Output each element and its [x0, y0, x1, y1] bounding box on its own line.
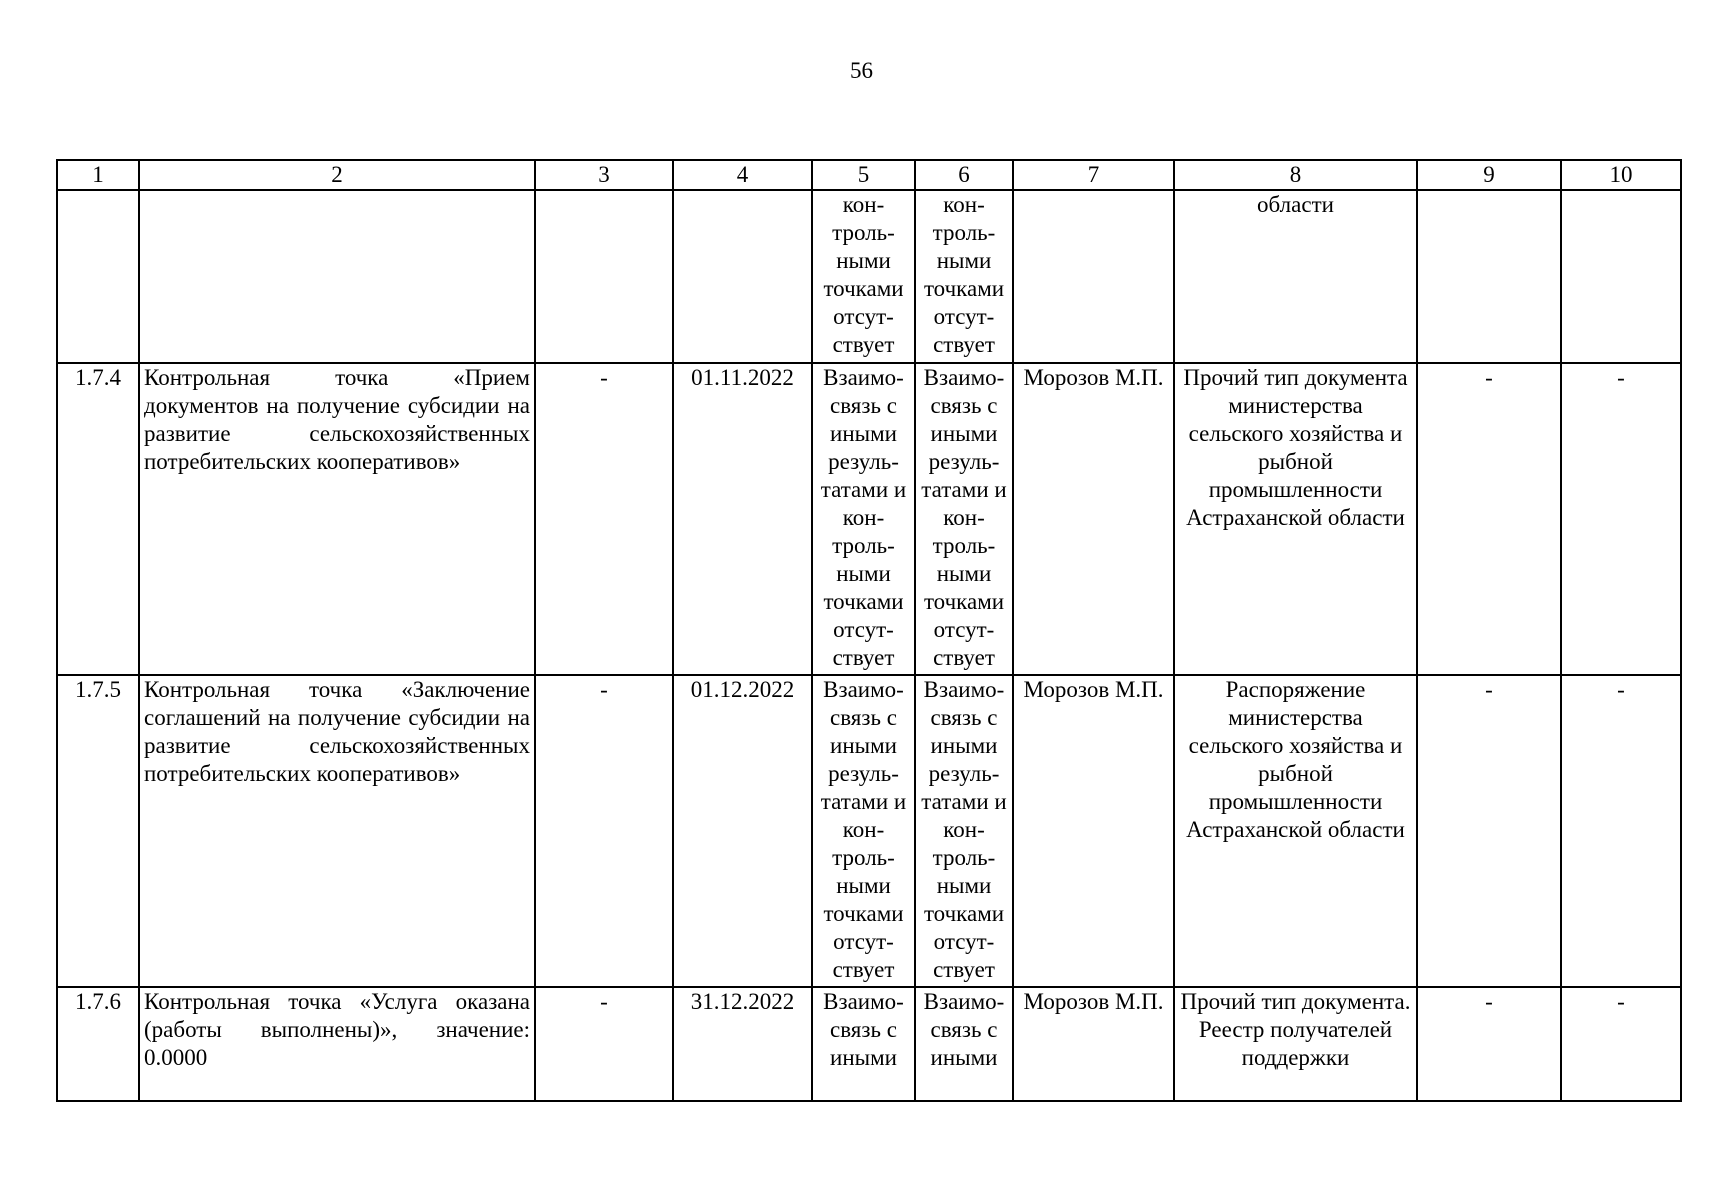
cell-date: 31.12.2022: [673, 987, 812, 1101]
header-col-7: 7: [1013, 160, 1174, 190]
header-col-5: 5: [812, 160, 915, 190]
cell-name: Контрольная точка «Услуга оказана (работы выполнены)», значение: 0.0000: [139, 987, 535, 1101]
cell-col3: -: [535, 363, 673, 675]
cell-doc-type: Распоряжение министерства сельского хозяйства и рыбной промышленности Астраханской области: [1174, 675, 1417, 987]
header-col-6: 6: [915, 160, 1013, 190]
cell-doc-type: Прочий тип документа. Реестр получателей поддержки: [1174, 987, 1417, 1101]
cell-responsible: Морозов М.П.: [1013, 363, 1174, 675]
header-col-9: 9: [1417, 160, 1561, 190]
cell-col3: [535, 190, 673, 363]
cell-col9: -: [1417, 675, 1561, 987]
cell-col5: Взаимо- связь с иными резуль- татами и кон- троль- ными точками отсут- ствует: [812, 675, 915, 987]
cell-num: [57, 190, 139, 363]
cell-num: 1.7.6: [57, 987, 139, 1101]
table-row: [57, 363, 1681, 675]
cell-col3: -: [535, 675, 673, 987]
cell-num: 1.7.4: [57, 363, 139, 675]
cell-doc-type: Прочий тип документа министерства сельского хозяйства и рыбной промышленности Астраханской области: [1174, 363, 1417, 675]
cell-col10: -: [1561, 675, 1681, 987]
header-col-1: 1: [57, 160, 139, 190]
cell-col5: Взаимо- связь с иными резуль- татами и кон- троль- ными точками отсут- ствует: [812, 363, 915, 675]
cell-name: Контрольная точка «Прием документов на получение субсидии на развитие сельскохозяйственных потребительских кооперативов»: [139, 363, 535, 675]
header-row: [57, 160, 1681, 190]
cell-date: [673, 190, 812, 363]
cell-col3: -: [535, 987, 673, 1101]
cell-responsible: Морозов М.П.: [1013, 675, 1174, 987]
cell-col5: кон- троль- ными точками отсут- ствует: [812, 190, 915, 363]
control-points-table: [56, 159, 1682, 1102]
header-col-8: 8: [1174, 160, 1417, 190]
header-col-4: 4: [673, 160, 812, 190]
cell-col9: [1417, 190, 1561, 363]
table-row: [57, 987, 1681, 1101]
header-col-10: 10: [1561, 160, 1681, 190]
cell-responsible: [1013, 190, 1174, 363]
cell-col6: кон- троль- ными точками отсут- ствует: [915, 190, 1013, 363]
header-col-3: 3: [535, 160, 673, 190]
cell-col6: Взаимо- связь с иными: [915, 987, 1013, 1101]
cell-col10: -: [1561, 987, 1681, 1101]
cell-num: 1.7.5: [57, 675, 139, 987]
cell-col6: Взаимо- связь с иными резуль- татами и кон- троль- ными точками отсут- ствует: [915, 675, 1013, 987]
page-number: 56: [850, 58, 873, 83]
table-row: [57, 675, 1681, 987]
cell-col9: -: [1417, 363, 1561, 675]
table-row-continuation: [57, 190, 1681, 363]
cell-col10: -: [1561, 363, 1681, 675]
cell-name: [139, 190, 535, 363]
cell-name: Контрольная точка «Заключение соглашений на получение субсидии на развитие сельскохозяйственных потребительских кооперативов»: [139, 675, 535, 987]
cell-doc-type: области: [1174, 190, 1417, 363]
cell-col9: -: [1417, 987, 1561, 1101]
cell-date: 01.11.2022: [673, 363, 812, 675]
cell-col5: Взаимо- связь с иными: [812, 987, 915, 1101]
cell-date: 01.12.2022: [673, 675, 812, 987]
cell-responsible: Морозов М.П.: [1013, 987, 1174, 1101]
header-col-2: 2: [139, 160, 535, 190]
cell-col6: Взаимо- связь с иными резуль- татами и кон- троль- ными точками отсут- ствует: [915, 363, 1013, 675]
cell-col10: [1561, 190, 1681, 363]
